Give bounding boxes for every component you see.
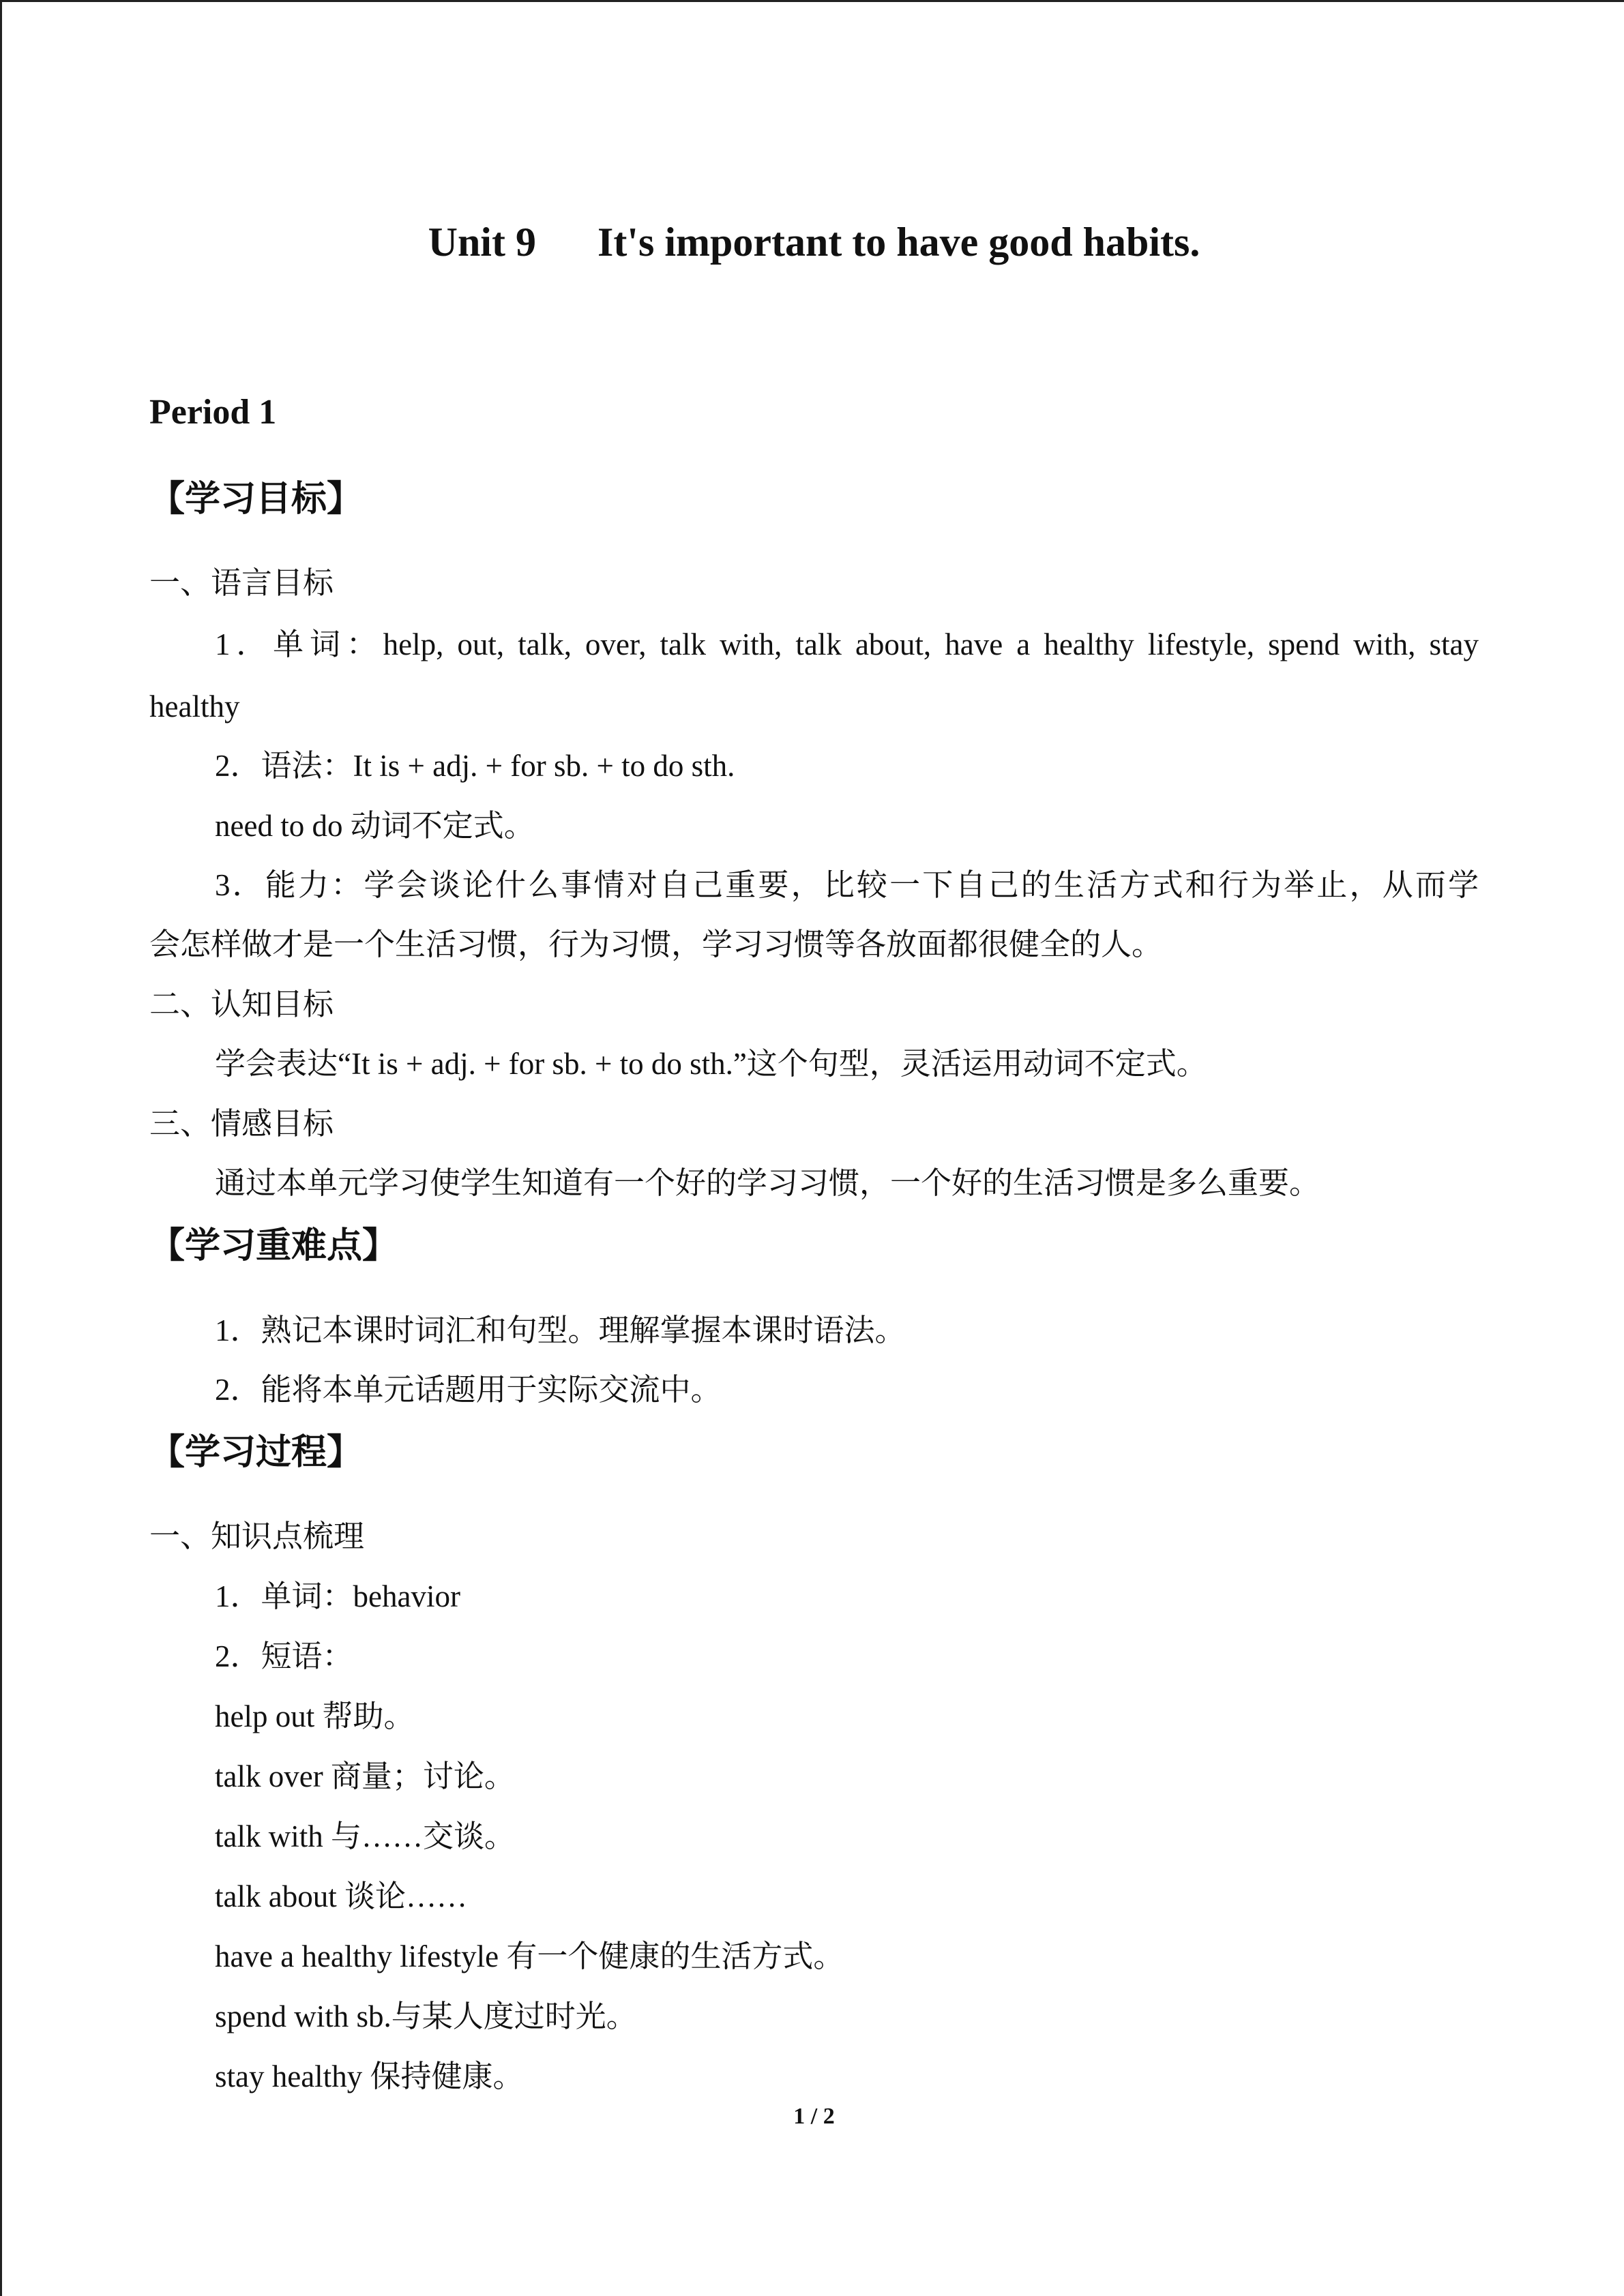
key-point-1: 1．熟记本课时词汇和句型。理解掌握本课时语法。 xyxy=(215,1313,906,1347)
cognitive-goal-heading: 二、认知目标 xyxy=(149,987,334,1022)
grammar-line-2: need to do 动词不定式。 xyxy=(215,809,535,843)
vocab-line-2: healthy xyxy=(149,689,240,724)
document-title xyxy=(2,219,1624,266)
title-unit: Unit 9 xyxy=(428,220,536,265)
page-number: 1 / 2 xyxy=(793,2104,835,2129)
title-text: It's important to have good habits. xyxy=(597,220,1200,265)
grammar-line: 2．语法：It is + adj. + for sb. + to do sth. xyxy=(215,749,735,783)
period-heading: Period 1 xyxy=(149,393,277,432)
language-goal-heading: 一、语言目标 xyxy=(149,566,334,600)
phrase-talk-with: talk with 与……交谈。 xyxy=(215,1819,515,1853)
emotion-goal-text: 通过本单元学习使学生知道有一个好的学习习惯，一个好的生活习惯是多么重要。 xyxy=(215,1166,1320,1200)
phrase-talk-over: talk over 商量；讨论。 xyxy=(215,1759,515,1793)
knowledge-heading: 一、知识点梳理 xyxy=(149,1519,365,1553)
emotion-goal-heading: 三、情感目标 xyxy=(149,1107,334,1141)
vocab-line-1: 1．单词：help, out, talk, over, talk with, talk about, have a healthy lifestyle, spend with, stay xyxy=(215,627,1479,661)
phrase-talk-about: talk about 谈论…… xyxy=(215,1879,467,1913)
phrase-spend-with: spend with sb.与某人度过时光。 xyxy=(215,1999,637,2033)
phrase-stay-healthy: stay healthy 保持健康。 xyxy=(215,2059,524,2093)
section-process-heading: 【学习过程】 xyxy=(149,1433,363,1472)
key-point-2: 2．能将本单元话题用于实际交流中。 xyxy=(215,1373,722,1407)
cognitive-goal-text: 学会表达“It is + adj. + for sb. + to do sth.”这个句型，灵活运用动词不定式。 xyxy=(215,1047,1207,1081)
phrase-healthy-lifestyle: have a healthy lifestyle 有一个健康的生活方式。 xyxy=(215,1939,844,1973)
word-item: 1．单词：behavior xyxy=(215,1579,460,1613)
ability-line-2: 会怎样做才是一个生活习惯，行为习惯，学习习惯等各放面都很健全的人。 xyxy=(149,927,1163,961)
section-key-heading: 【学习重难点】 xyxy=(149,1227,398,1266)
phrase-help-out: help out 帮助。 xyxy=(215,1699,415,1733)
section-goals-heading: 【学习目标】 xyxy=(149,480,363,519)
ability-line-1: 3．能力：学会谈论什么事情对自己重要，比较一下自己的生活方式和行为举止，从而学 xyxy=(215,868,1479,902)
phrase-item: 2．短语： xyxy=(215,1639,353,1673)
